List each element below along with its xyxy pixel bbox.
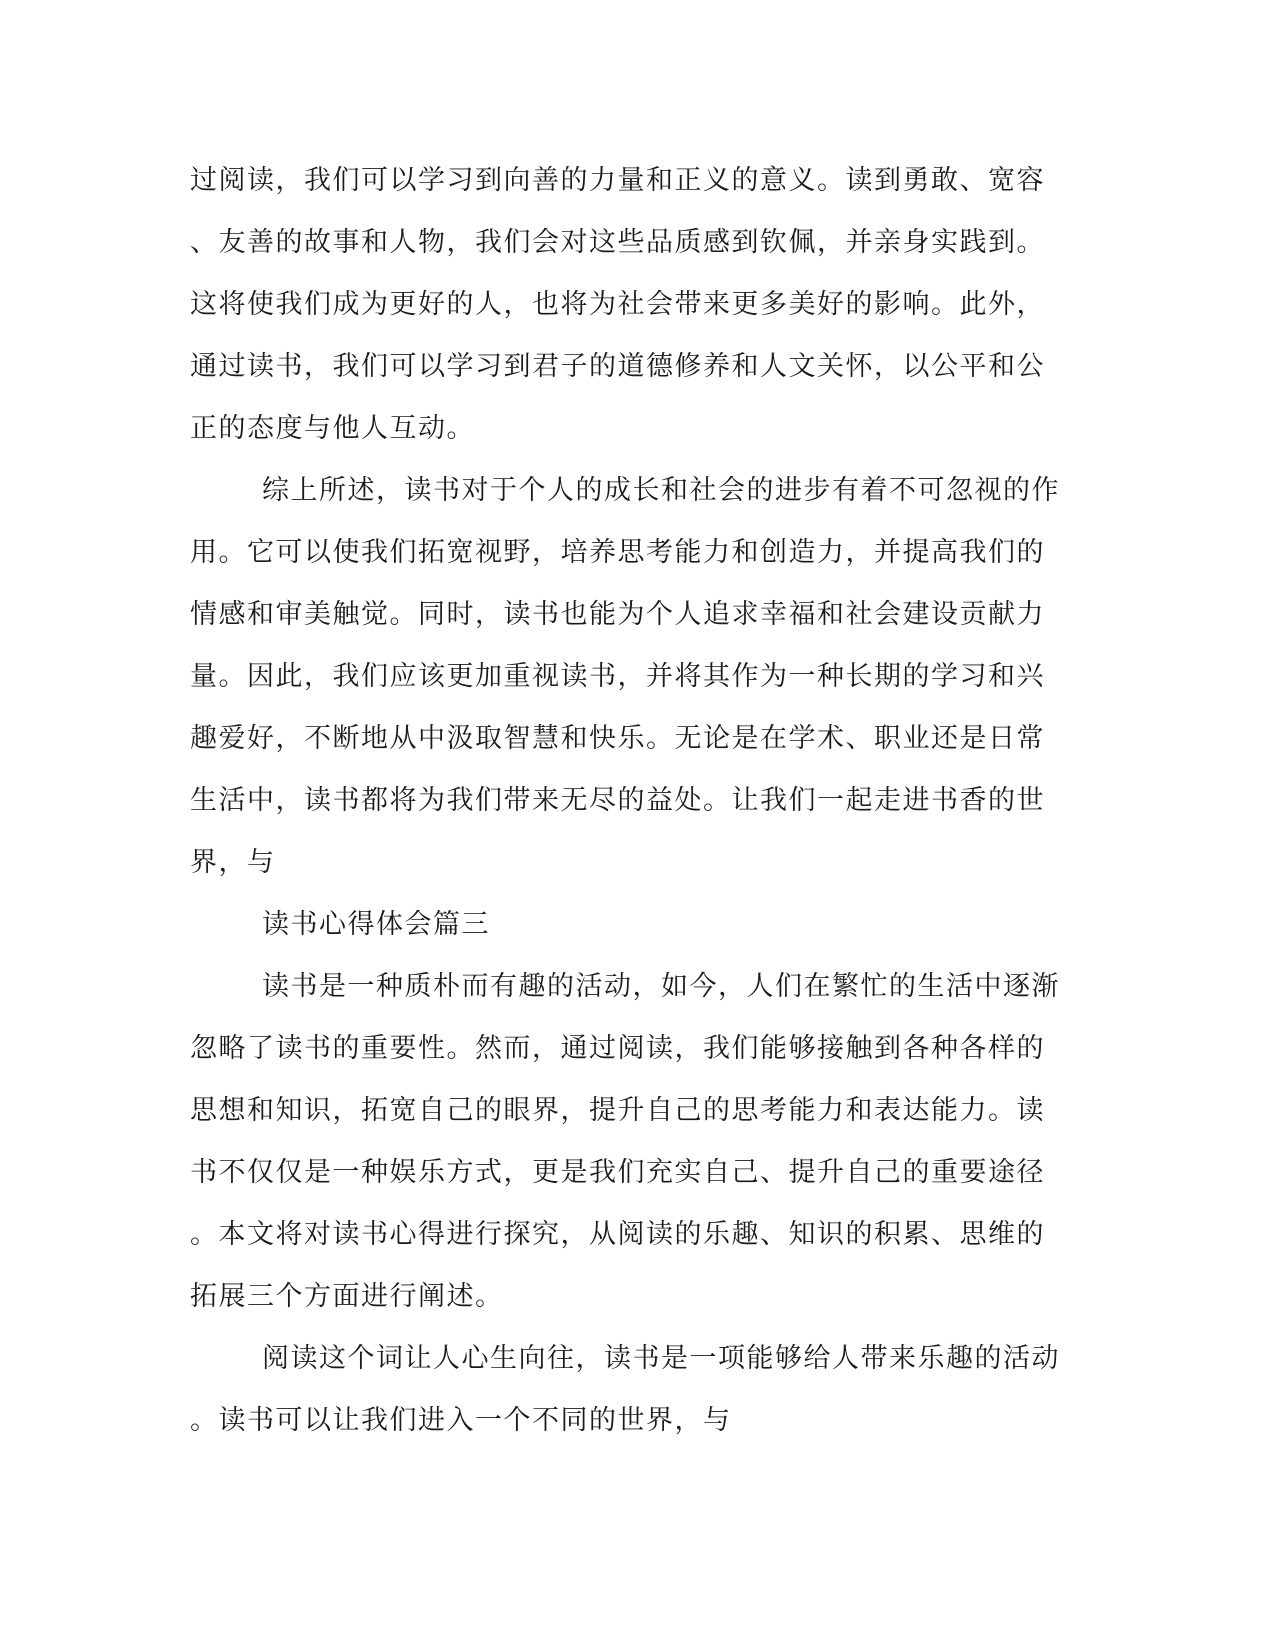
text-line: 正的态度与他人互动。 bbox=[190, 413, 475, 444]
text-line: 。本文将对读书心得进行探究，从阅读的乐趣、知识的积累、思维的 bbox=[190, 1219, 1045, 1250]
text-line: 界，与 bbox=[190, 847, 276, 878]
text-line: 用。它可以使我们拓宽视野，培养思考能力和创造力，并提高我们的 bbox=[190, 537, 1045, 568]
paragraph-start-line: 综上所述，读书对于个人的成长和社会的进步有着不可忽视的作 bbox=[262, 475, 1060, 506]
text-line: 拓展三个方面进行阐述。 bbox=[190, 1281, 504, 1312]
section-heading: 读书心得体会篇三 bbox=[262, 909, 490, 940]
text-line: 通过读书，我们可以学习到君子的道德修养和人文关怀，以公平和公 bbox=[190, 351, 1045, 382]
text-line: 忽略了读书的重要性。然而，通过阅读，我们能够接触到各种各样的 bbox=[190, 1033, 1045, 1064]
text-line: 生活中，读书都将为我们带来无尽的益处。让我们一起走进书香的世 bbox=[190, 785, 1045, 816]
paragraph-start-line: 读书是一种质朴而有趣的活动，如今，人们在繁忙的生活中逐渐 bbox=[262, 971, 1060, 1002]
text-line: 这将使我们成为更好的人，也将为社会带来更多美好的影响。此外， bbox=[190, 289, 1045, 320]
text-line: 书不仅仅是一种娱乐方式，更是我们充实自己、提升自己的重要途径 bbox=[190, 1157, 1045, 1188]
text-line: 、友善的故事和人物，我们会对这些品质感到钦佩，并亲身实践到。 bbox=[190, 227, 1045, 258]
text-line: 量。因此，我们应该更加重视读书，并将其作为一种长期的学习和兴 bbox=[190, 661, 1045, 692]
text-line: 过阅读，我们可以学习到向善的力量和正义的意义。读到勇敢、宽容 bbox=[190, 165, 1045, 196]
text-line: 思想和知识，拓宽自己的眼界，提升自己的思考能力和表达能力。读 bbox=[190, 1095, 1045, 1126]
text-line: 情感和审美触觉。同时，读书也能为个人追求幸福和社会建设贡献力 bbox=[190, 599, 1045, 630]
text-line: 。读书可以让我们进入一个不同的世界，与 bbox=[190, 1405, 732, 1436]
paragraph-start-line: 阅读这个词让人心生向往，读书是一项能够给人带来乐趣的活动 bbox=[262, 1343, 1060, 1374]
text-line: 趣爱好，不断地从中汲取智慧和快乐。无论是在学术、职业还是日常 bbox=[190, 723, 1045, 754]
